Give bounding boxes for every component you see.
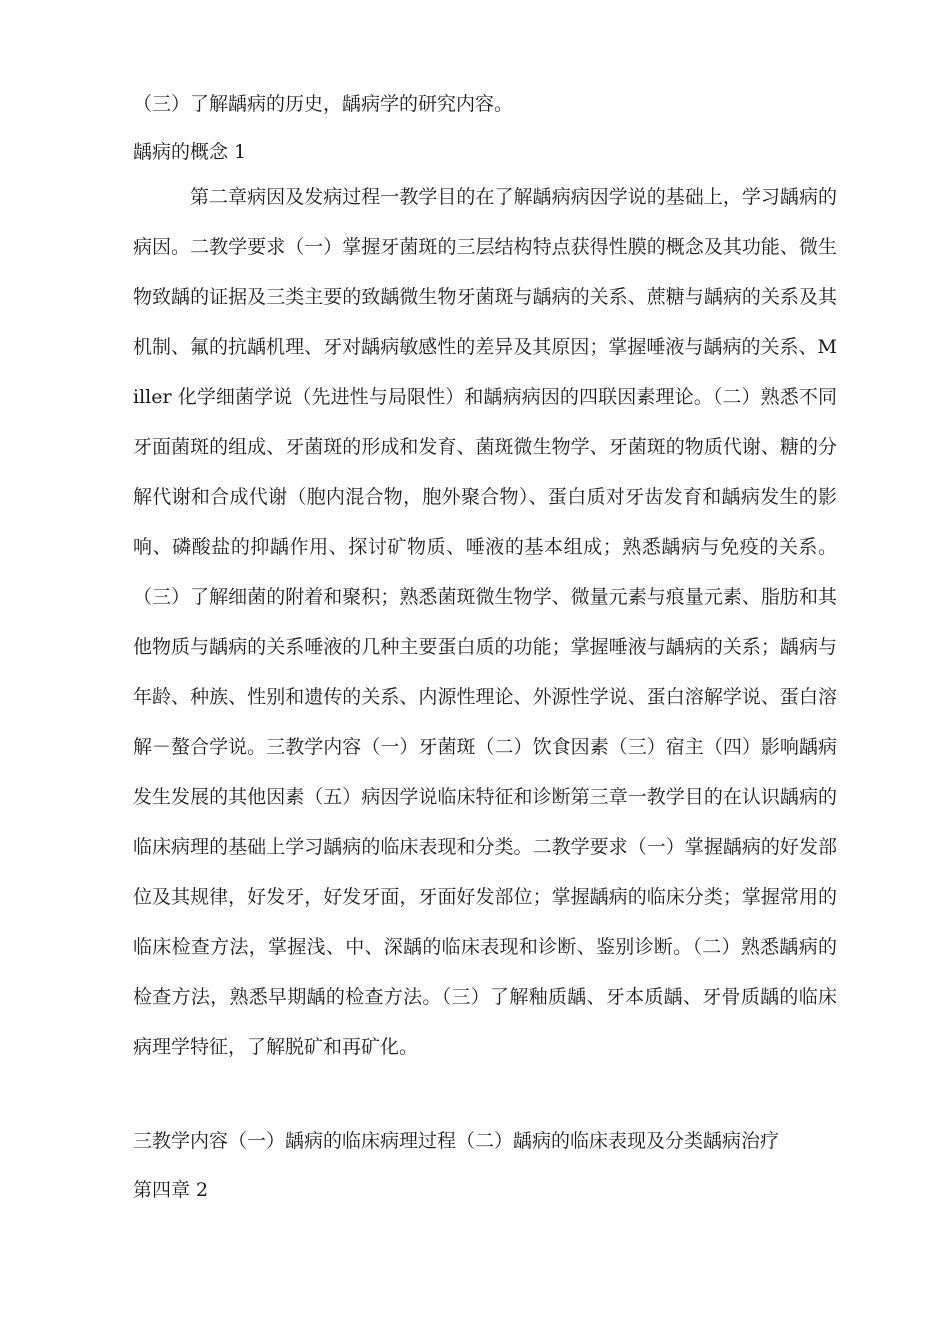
teaching-content-line: 三教学内容（一）龋病的临床病理过程（二）龋病的临床表现及分类龋病治疗 [133,1130,780,1152]
section-heading-caries-concept: 龋病的概念 1 [133,141,247,163]
chapter-four-heading: 第四章 2 [133,1179,209,1201]
section-line-understand-history: （三）了解龋病的历史，龋病学的研究内容。 [133,93,514,115]
body-paragraph-chapters-2-3: 第二章病因及发病过程一教学目的在了解龋病病因学说的基础上，学习龋病的病因。二教学要求（一）掌握牙菌斑的三层结构特点获得性膜的概念及其功能、微生物致龋的证据及三类主要的致龋微生物牙菌斑与龋病的关系、蔗糖与龋病的关系及其机制、氟的抗龋机理、牙对龋病敏感性的差异及其原因；掌握唾液与龋病的关系、Miller 化学细菌学说（先进性与局限性）和龋病病因的四联因素理论。（二）熟悉不同牙面菌斑的组成、牙菌斑的形成和发育、菌斑微生物学、牙菌斑的物质代谢、糖的分解代谢和合成代谢（胞内混合物，胞外聚合物）、蛋白质对牙齿发育和龋病发生的影响、磷酸盐的抑龋作用、探讨矿物质、唾液的基本组成；熟悉龋病与免疫的关系。（三）了解细菌的附着和聚积；熟悉菌斑微生物学、微量元素与痕量元素、脂肪和其他物质与龋病的关系唾液的几种主要蛋白质的功能；掌握唾液与龋病的关系；龋病与年龄、种族、性别和遗传的关系、内源性理论、外源性学说、蛋白溶解学说、蛋白溶解－螯合学说。三教学内容（一）牙菌斑（二）饮食因素（三）宿主（四）影响龋病发生发展的其他因素（五）病因学说临床特征和诊断第三章一教学目的在认识龋病的临床病理的基础上学习龋病的临床表现和分类。二教学要求（一）掌握龋病的好发部位及其规律，好发牙，好发牙面，牙面好发部位；掌握龋病的临床分类；掌握常用的临床检查方法，掌握浅、中、深龋的临床表现和诊断、鉴别诊断。（二）熟悉龋病的检查方法，熟悉早期龋的检查方法。（三）了解釉质龋、牙本质龋、牙骨质龋的临床病理学特征，了解脱矿和再矿化。 [133,186,837,1058]
